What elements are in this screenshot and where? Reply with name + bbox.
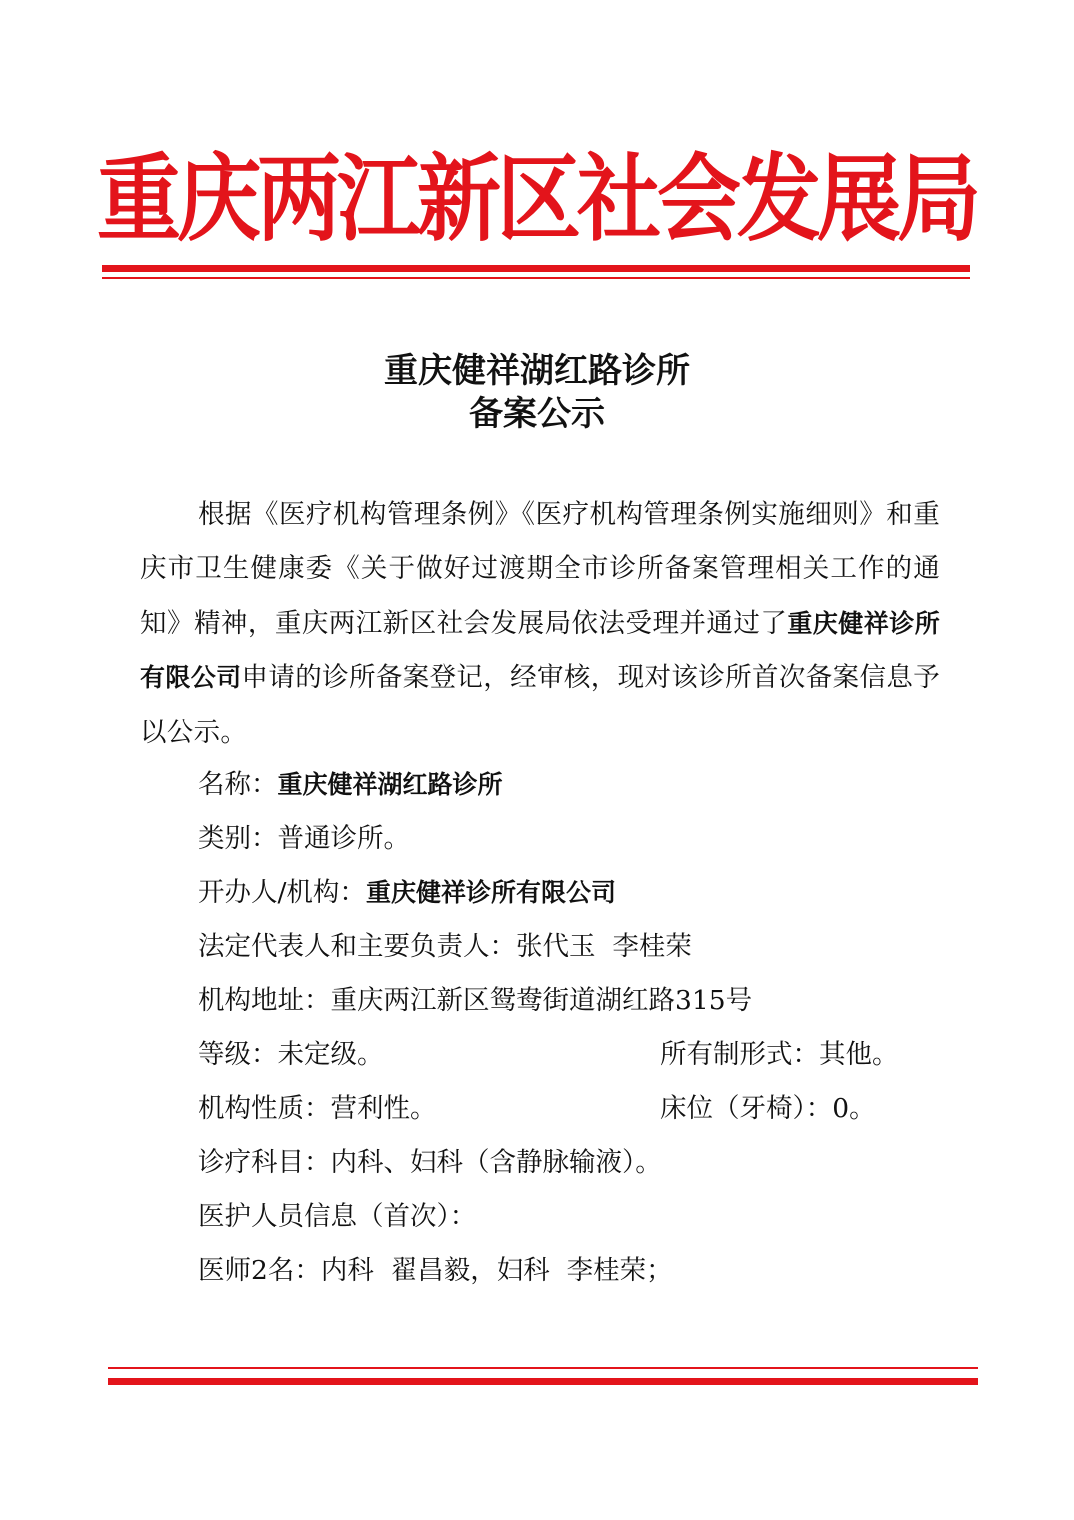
field-name-value: 重庆健祥湖红路诊所: [277, 770, 503, 799]
field-physicians: [198, 1251, 673, 1291]
body-text-part2: 申请的诊所备案登记，经审核，现对该诊所首次备案信息予以公示。: [140, 662, 940, 748]
field-nature: [198, 1089, 437, 1129]
body-text-part1: 根据《医疗机构管理条例》《医疗机构管理条例实施细则》和重庆市卫生健康委《关于做好过渡期全市诊所备案管理相关工作的通知》精神，重庆两江新区社会发展局依法受理并通过了: [140, 499, 940, 639]
field-operator: [198, 873, 616, 913]
field-name-label: 名称：: [198, 769, 278, 800]
applicant-name: 重庆健祥诊所有限公司: [140, 608, 940, 693]
field-nature-label: 机构性质：: [198, 1093, 331, 1124]
field-address-label: 机构地址：: [198, 985, 331, 1016]
field-departments-label: 诊疗科目：: [198, 1147, 331, 1178]
field-beds: [660, 1089, 876, 1129]
field-staff-heading: 医护人员信息（首次）：: [198, 1201, 477, 1232]
field-ownership: [660, 1035, 899, 1075]
field-grade-label: 等级：: [198, 1039, 278, 1070]
field-legal-rep: [198, 927, 692, 967]
field-legal-rep-label: 法定代表人和主要负责人：: [198, 931, 516, 962]
field-ownership-label: 所有制形式：: [660, 1039, 819, 1070]
field-legal-rep-value: 张代玉 李桂荣: [516, 931, 692, 962]
field-physicians-value: 内科 翟昌毅，妇科 李桂荣；: [320, 1255, 673, 1286]
field-category-label: 类别：: [198, 823, 278, 854]
field-category: [198, 819, 410, 859]
masthead-rule-thick: [102, 265, 970, 272]
field-name: [198, 765, 503, 805]
masthead-title: 重庆两江新区社会发展局: [96, 144, 977, 255]
field-grade: [198, 1035, 384, 1075]
field-beds-label: 床位（牙椅）：: [660, 1093, 833, 1124]
field-ownership-value: 其他。: [819, 1039, 899, 1070]
footer-rule-thin: [108, 1367, 978, 1369]
field-address-value: 重庆两江新区鸳鸯街道湖红路315号: [330, 985, 753, 1016]
field-grade-value: 未定级。: [277, 1039, 384, 1070]
document-title-line2: 备案公示: [469, 394, 605, 434]
field-departments-value: 内科、妇科（含静脉输液）。: [330, 1147, 662, 1178]
field-beds-value: 0。: [832, 1093, 876, 1124]
masthead-rule-thin: [102, 277, 970, 279]
body-paragraph: [140, 488, 940, 760]
footer-rule-thick: [108, 1378, 978, 1385]
field-address: [198, 981, 752, 1021]
field-departments: [198, 1143, 662, 1183]
field-operator-label: 开办人/机构：: [198, 877, 366, 908]
field-category-value: 普通诊所。: [277, 823, 410, 854]
field-nature-value: 营利性。: [330, 1093, 437, 1124]
field-physicians-label: 医师2名：: [198, 1255, 321, 1286]
field-operator-value: 重庆健祥诊所有限公司: [365, 878, 616, 907]
document-title-line1: 重庆健祥湖红路诊所: [384, 351, 690, 391]
